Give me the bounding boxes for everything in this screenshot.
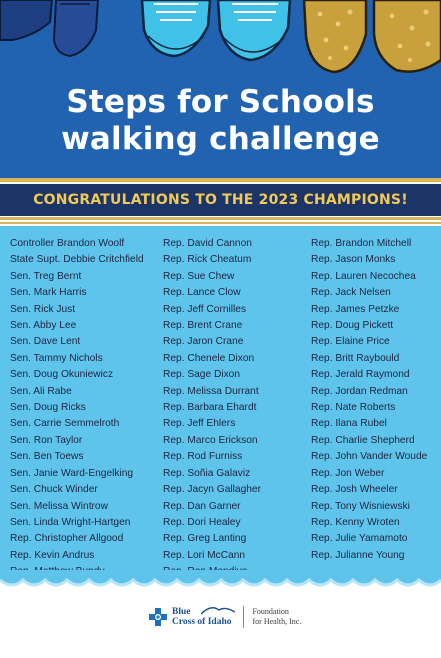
- champion-name: Sen. Linda Wright-Hartgen: [10, 516, 131, 528]
- champion-name: Sen. Doug Ricks: [10, 402, 86, 414]
- champion-name: Rep. Kevin Andrus: [10, 549, 95, 561]
- champion-name: Rep. Jack Nelsen: [311, 287, 391, 299]
- champions-column-1: [10, 236, 144, 597]
- champion-name: Rep. Julie Yamamoto: [311, 533, 408, 545]
- champion-name: Rep. Julianne Young: [311, 549, 405, 561]
- champion-name: Rep. James Petzke: [311, 303, 400, 315]
- champion-name: Rep. Jaron Crane: [163, 336, 244, 348]
- champion-name: Rep. Jon Weber: [311, 467, 385, 479]
- champion-name: Sen. Melissa Wintrow: [10, 500, 108, 512]
- champion-name: Rep. Marco Erickson: [163, 434, 258, 446]
- champion-name: Rep. Jeff Cornilles: [163, 303, 247, 315]
- champion-name: Rep. Jerald Raymond: [311, 369, 410, 381]
- champion-name: Sen. Carrie Semmelroth: [10, 418, 120, 430]
- champion-name: Rep. Soñia Galaviz: [163, 467, 251, 479]
- champion-name: Controller Brandon Woolf: [10, 238, 125, 249]
- champion-name: Rep. Brent Crane: [163, 320, 243, 332]
- foundation-line-1: Foundation: [252, 607, 289, 616]
- champion-name: Sen. Dave Lent: [10, 336, 81, 348]
- champion-name: Sen. Ron Taylor: [10, 434, 83, 446]
- champion-name: Sen. Chuck Winder: [10, 484, 98, 496]
- champion-name: Rep. Doug Pickett: [311, 320, 394, 332]
- champion-name: Rep. Ilana Rubel: [311, 418, 387, 430]
- champion-name: Rep. Christopher Allgood: [10, 533, 124, 545]
- champion-name: Rep. Tony Wisniewski: [311, 500, 410, 512]
- logo-line-1: Blue: [172, 607, 191, 617]
- champion-name: Rep. John Vander Woude: [311, 451, 428, 463]
- gold-shoe-icon: [300, 0, 441, 76]
- wave-divider: [0, 570, 441, 592]
- champion-name: Rep. Rick Cheatum: [163, 254, 252, 266]
- footer: [0, 592, 441, 658]
- champion-name: Rep. Elaine Price: [311, 336, 390, 348]
- champion-name: Sen. Janie Ward-Engelking: [10, 467, 134, 479]
- mountain-icon: [201, 604, 235, 616]
- champion-name: Rep. Dan Garner: [163, 500, 241, 512]
- champion-name: Rep. Greg Lanting: [163, 533, 247, 545]
- champion-name: Rep. Sage Dixon: [163, 369, 241, 381]
- title-line-2: walking challenge: [61, 121, 380, 157]
- champion-name: Rep. Lori McCann: [163, 549, 246, 561]
- champion-name: Rep. Sue Chew: [163, 270, 235, 282]
- champion-name: Sen. Ben Toews: [10, 451, 84, 463]
- foundation-line-2: for Health, Inc.: [252, 617, 302, 626]
- champion-name: Rep. Charlie Shepherd: [311, 434, 415, 446]
- champion-name: Rep. Barbara Ehardt: [163, 402, 257, 414]
- blue-shoe-icon: [0, 0, 100, 60]
- title-line-1: Steps for Schools: [66, 84, 375, 120]
- champion-name: Sen. Mark Harris: [10, 287, 87, 299]
- champion-name: Rep. Chenele Dixon: [163, 352, 255, 364]
- champion-name: Rep. Dori Healey: [163, 516, 241, 528]
- congratulations-banner: [0, 184, 441, 216]
- champion-name: Rep. Britt Raybould: [311, 352, 400, 364]
- divider-bottom-1: [0, 217, 441, 220]
- champion-name: Rep. Lauren Necochea: [311, 270, 416, 282]
- champion-name: Rep. Jason Monks: [311, 254, 396, 266]
- champion-name: Rep. Melissa Durrant: [163, 385, 259, 397]
- foundation-text: [252, 607, 301, 627]
- blue-cross-icon: [148, 607, 168, 627]
- page-title: [0, 84, 441, 158]
- champion-name: Rep. Brandon Mitchell: [311, 238, 412, 249]
- logo-line-2: Cross of Idaho: [172, 617, 232, 627]
- header: [0, 0, 441, 180]
- champions-column-3: [311, 236, 427, 564]
- champion-name: Sen. Ali Rabe: [10, 385, 72, 397]
- champions-list: [0, 226, 441, 580]
- divider-top: [0, 178, 441, 182]
- champion-name: Rep. Josh Wheeler: [311, 484, 398, 496]
- champion-name: Rep. David Cannon: [163, 238, 252, 249]
- logo-separator: [243, 606, 244, 628]
- footer-logo: [148, 606, 301, 628]
- champion-name: Rep. Jacyn Gallagher: [163, 484, 261, 496]
- champion-name: Sen. Abby Lee: [10, 320, 77, 332]
- champion-name: Rep. Jordan Redman: [311, 385, 408, 397]
- champions-column-2: [163, 236, 295, 597]
- champion-name: Rep. Nate Roberts: [311, 402, 396, 414]
- champion-name: Rep. Lance Clow: [163, 287, 241, 299]
- divider-bottom-2: [0, 222, 441, 224]
- champion-name: Rep. Rod Furniss: [163, 451, 243, 463]
- sneaker-icon: [132, 0, 312, 68]
- champion-name: Sen. Rick Just: [10, 303, 76, 315]
- banner-text: CONGRATULATIONS TO THE 2023 CHAMPIONS!: [33, 192, 408, 208]
- champion-name: State Supt. Debbie Critchfield: [10, 254, 144, 266]
- champion-name: Rep. Kenny Wroten: [311, 516, 400, 528]
- champion-name: Sen. Doug Okuniewicz: [10, 369, 114, 381]
- champion-name: Sen. Tammy Nichols: [10, 352, 103, 364]
- champion-name: Rep. Jeff Ehlers: [163, 418, 236, 430]
- champion-name: Sen. Treg Bernt: [10, 270, 82, 282]
